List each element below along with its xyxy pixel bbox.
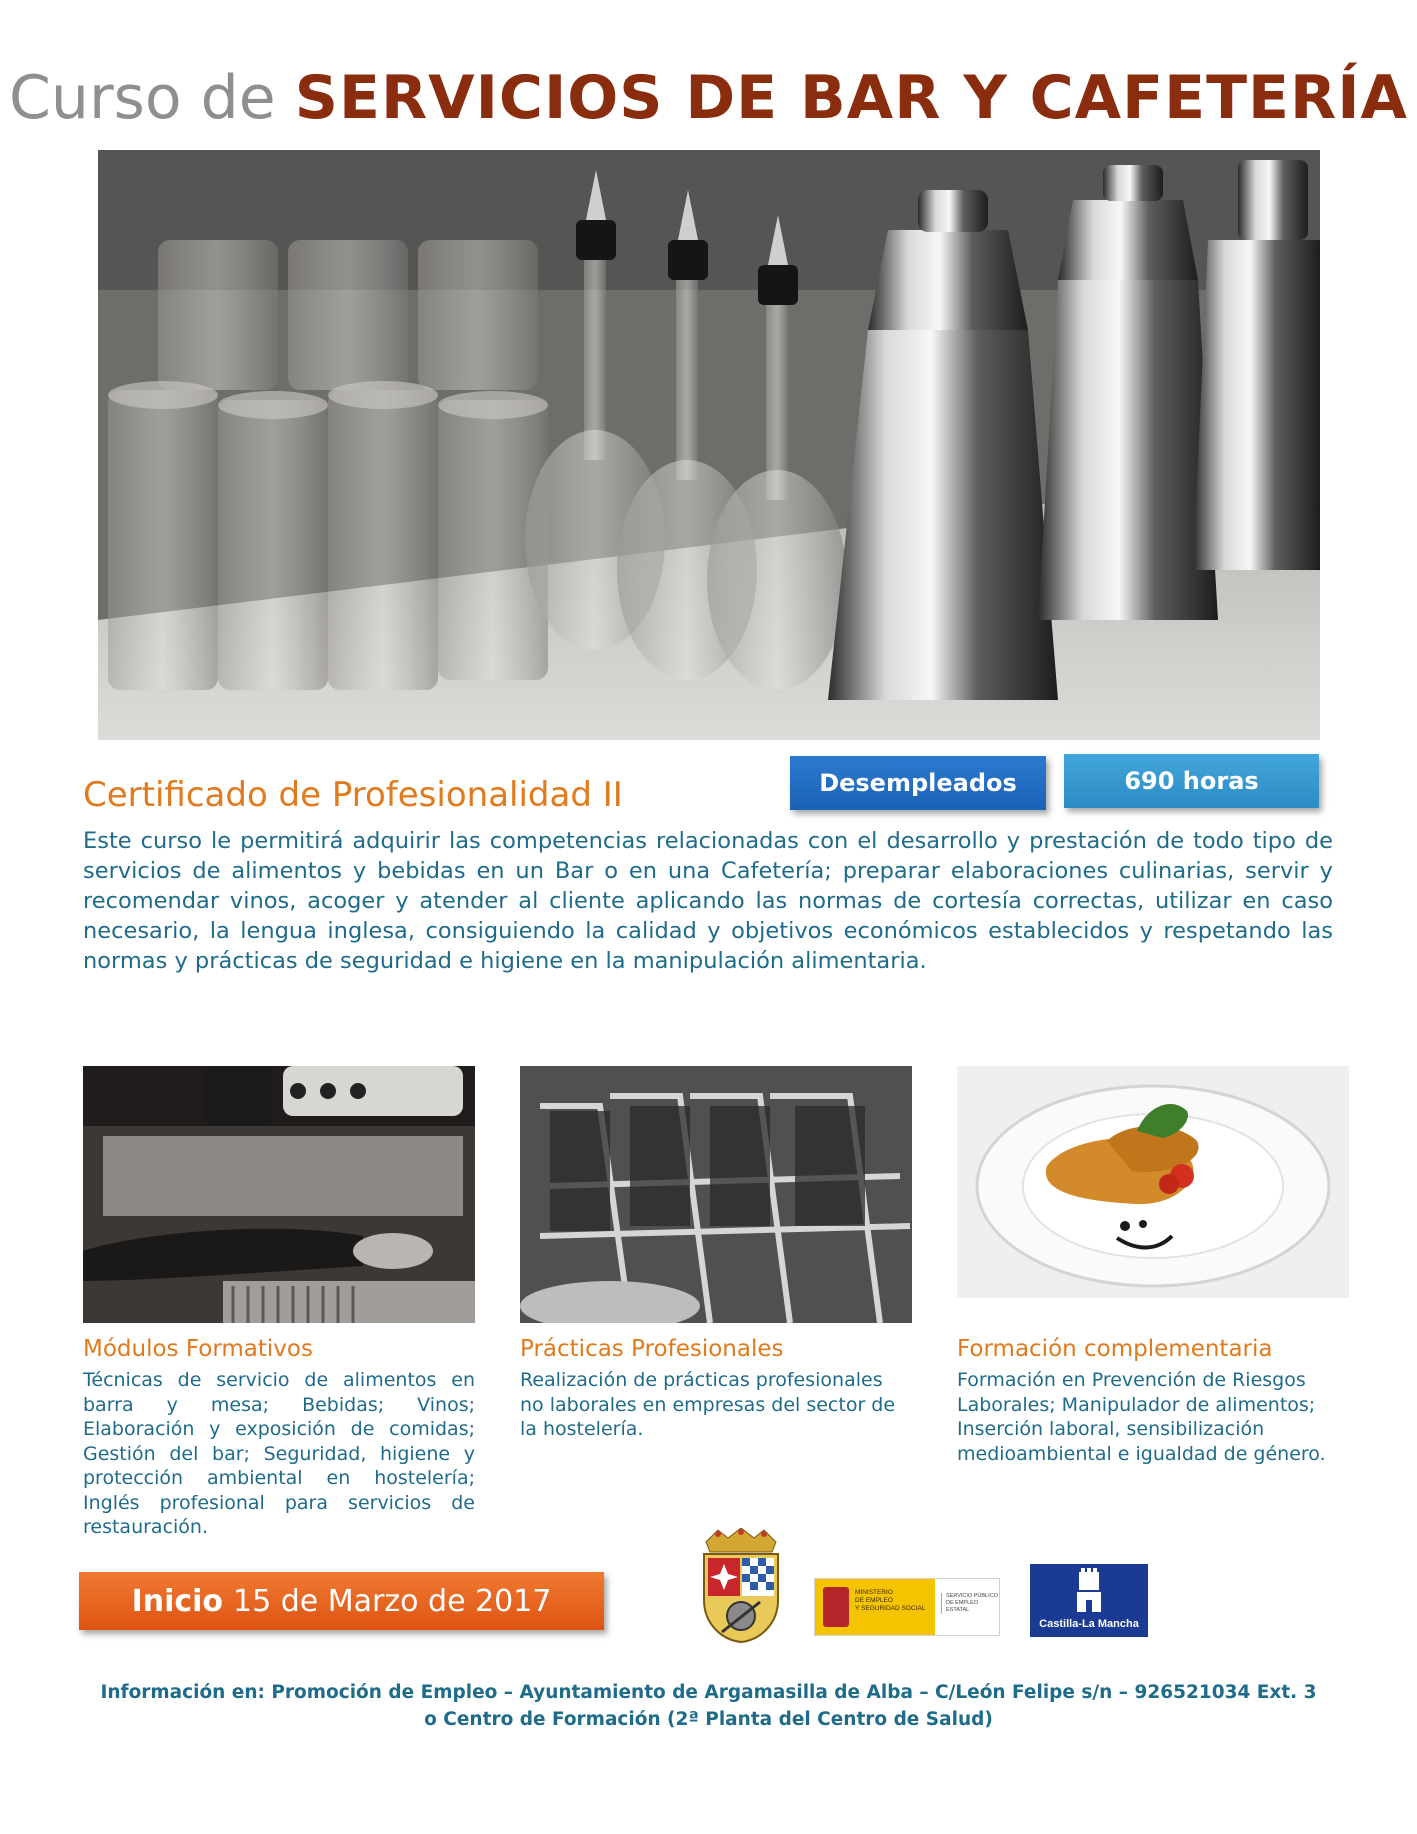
castilla-la-mancha-logo	[1030, 1564, 1148, 1637]
ministerio-line1: MINISTERIO	[855, 1589, 893, 1596]
sepe-line2: DE EMPLEO ESTATAL	[946, 1600, 979, 1613]
practicas-title: Prácticas Profesionales	[520, 1336, 784, 1362]
badge-desempleados: Desempleados	[790, 756, 1046, 810]
chairs-illustration	[520, 1066, 912, 1323]
footer-line1: Información en: Promoción de Empleo – Ayuntamiento de Argamasilla de Alba – C/León Felipe s/n – 926521034 Ext. 3	[100, 1682, 1317, 1703]
title-main: SERVICIOS DE BAR Y CAFETERÍA	[294, 63, 1408, 133]
start-label: Inicio	[131, 1583, 224, 1619]
formacion-body: Formación en Prevención de Riesgos Laborales; Manipulador de alimentos; Inserción laboral, sensibilización medioambiental e igualdad de género.	[957, 1369, 1326, 1465]
footer-line2: o Centro de Formación (2ª Planta del Centro de Salud)	[424, 1709, 993, 1730]
title-prefix: Curso de	[9, 63, 276, 133]
stacked-chairs-photo	[520, 1066, 912, 1323]
clm-label: Castilla-La Mancha	[1039, 1618, 1139, 1630]
espresso-illustration	[83, 1066, 475, 1323]
badge-hours: 690 horas	[1064, 754, 1319, 808]
modulos-body: Técnicas de servicio de alimentos en barra y mesa; Bebidas; Vinos; Elaboración y exposición de comidas; Gestión del bar; Seguridad, higiene y protección ambiental en hostelería; Inglés profesional para servicios de restauración.	[83, 1369, 475, 1538]
certificate-title: Certificado de Profesionalidad II	[83, 775, 623, 815]
espresso-machine-photo	[83, 1066, 475, 1323]
coat-of-arms-icon	[698, 1528, 784, 1644]
sepe-line1: SERVICIO PÚBLICO	[946, 1593, 998, 1599]
course-description: Este curso le permitirá adquirir las competencias relacionadas con el desarrollo y prestación de todo tipo de servicios de alimentos y bebidas en un Bar o en una Cafetería; preparar elaboraciones culinarias, servir y recomendar vinos, acoger y atender al cliente aplicando las normas de cortesía correctas, utilizar en caso necesario, la lengua inglesa, consiguiendo la calidad y objetivos económicos establecidos y respetando las normas y prácticas de seguridad e higiene en la manipulación alimentaria.	[83, 828, 1333, 974]
ministerio-line2: DE EMPLEO	[855, 1597, 893, 1604]
ministerio-line3: Y SEGURIDAD SOCIAL	[855, 1605, 926, 1612]
spain-shield-icon	[823, 1587, 849, 1627]
ministerio-empleo-logo	[814, 1578, 1000, 1636]
plated-food-photo	[957, 1066, 1349, 1298]
start-date: 15 de Marzo de 2017	[233, 1583, 552, 1619]
start-date-banner	[79, 1572, 604, 1630]
argamasilla-coat-of-arms-logo	[698, 1528, 784, 1644]
hero-photo-bar-glassware	[98, 150, 1320, 740]
formacion-title: Formación complementaria	[957, 1336, 1273, 1362]
practicas-body: Realización de prácticas profesionales no laborales en empresas del sector de la hostelería.	[520, 1369, 896, 1440]
page-title	[0, 58, 1417, 138]
footer-info	[0, 1679, 1417, 1733]
food-plate-illustration	[957, 1066, 1349, 1298]
hero-illustration	[98, 150, 1320, 740]
modulos-title: Módulos Formativos	[83, 1336, 313, 1362]
